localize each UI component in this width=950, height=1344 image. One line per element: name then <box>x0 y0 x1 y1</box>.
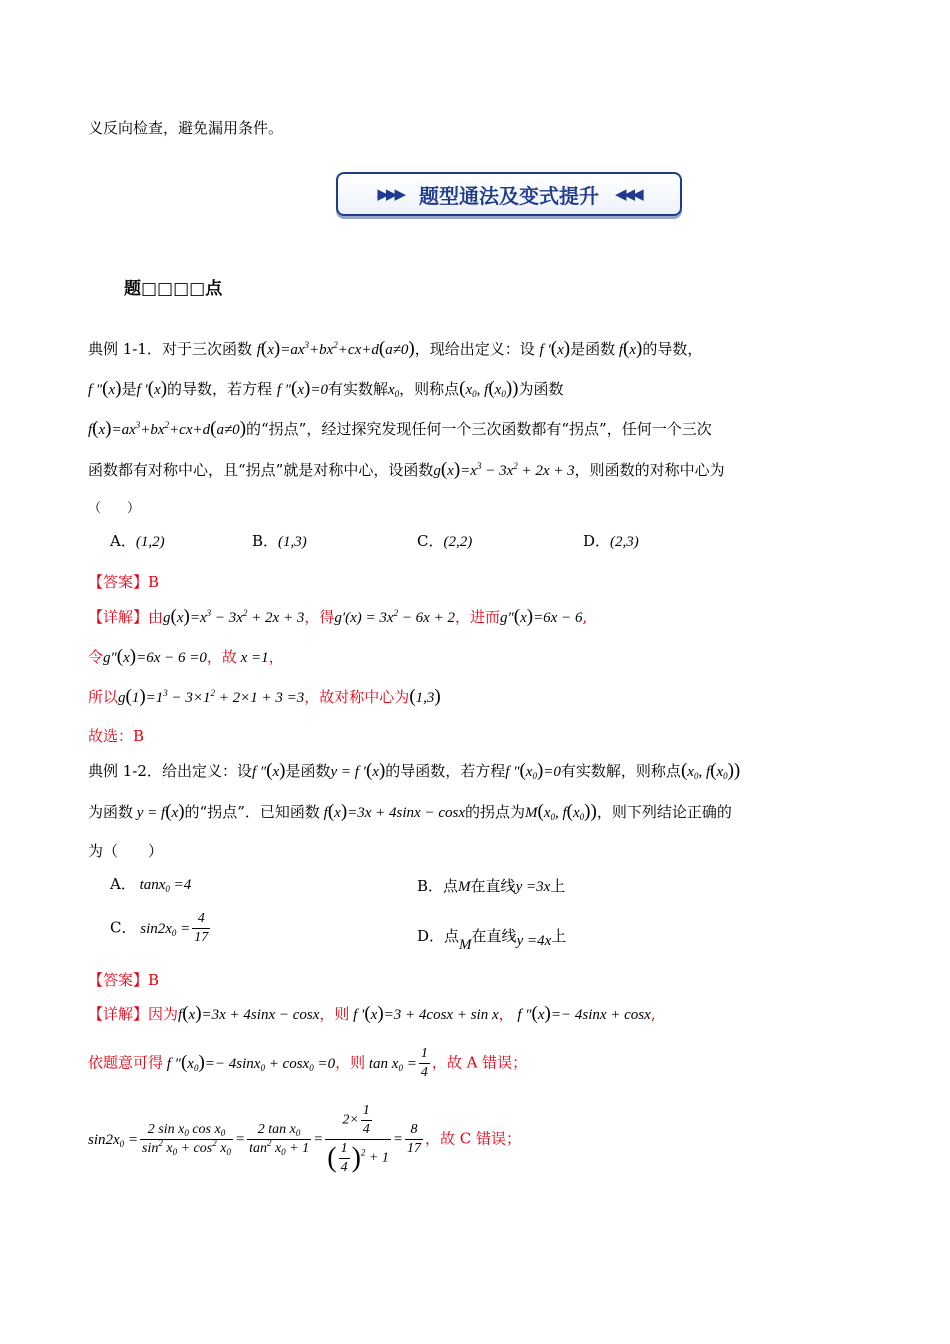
math-e2-M: $M(x_0$, $f(x_0)$) <box>525 801 597 822</box>
banner-title: 题型通法及变式提升 <box>419 183 599 208</box>
ex1-t4: 的导数， <box>642 340 703 358</box>
math-e2-frac2: $\frac{2 \tan x_0}{\tan^2 x_0 + 1}$ <box>249 1122 310 1157</box>
ex1-d3: ，进而 <box>454 608 500 626</box>
ex2-option-c: C． $\sin 2x_0$ = $\frac{4}{17}$ <box>110 911 209 945</box>
ex1-paren: （ ） <box>88 501 141 516</box>
ex1-d5: ，故 <box>206 648 237 666</box>
math-gp: $g'(x) = 3x^2 - 6x + 2$ <box>334 608 455 626</box>
ex1-t9: 为函数 <box>518 380 564 398</box>
ex1-detail-1: 【详解】由$g(x)=x^3 - 3x^2 + 2x + 3$，得$g'(x) = 3x^2 - 6x + 2$，进而g″(x)=6x − 6, <box>88 606 588 627</box>
math-g1: $g(1)=1^3 - 3\times 1^2 + 2\times 1 + 3 =3$ <box>118 686 305 707</box>
math-gpp-zero: g″(x)=6x − 6 =0 <box>103 646 207 667</box>
math-fpp-eq: f ″(x)=0 <box>276 378 328 399</box>
math-point: ($x_0$, $f(x_0)$) <box>459 378 519 399</box>
ex2-line3: 为（ ） <box>88 842 164 860</box>
math-fprime2: f ′(x) <box>136 378 168 399</box>
math-e2-frac1: $\frac{2 \sin x_0 \cos x_0}{\sin^2 x_0 + \cos^2 x_0}$ <box>142 1122 231 1157</box>
ex1-line2 <box>88 378 564 400</box>
section-title: 题□□□□点 <box>124 279 223 299</box>
ex1-detail-3 <box>88 686 441 708</box>
math-e2-tan: $\tan x_0$ = <box>365 1055 417 1073</box>
ex1-d1: 由 <box>148 608 164 626</box>
math-e2-quarter: $\frac{1}{4}$ <box>420 1046 428 1080</box>
ex2-d5: ，则 <box>335 1053 366 1072</box>
ex1-option-c: C．(2,2) <box>417 532 473 550</box>
ex2-label: 典例 1-2． <box>88 762 162 780</box>
ex1-t12: ，则函数的对称中心为 <box>574 461 725 479</box>
right-arrows-icon: ▶▶▶ <box>377 185 403 203</box>
ex1-line3 <box>88 418 712 440</box>
ex1-choose: 故选：B <box>88 727 145 745</box>
ex2-t1: 给出定义：设 <box>161 762 252 780</box>
math-e2-fdef: f(x)=3x + 4sinx − cosx <box>319 801 465 822</box>
ex1-t10: 的“拐点”，经过探究发现任何一个三次函数都有“拐点”，任何一个三次 <box>246 420 712 438</box>
ex2-option-d: D．点M在直线y =4x上 <box>417 927 567 953</box>
ex2-line1 <box>88 760 740 782</box>
math-e2-fp: f ′(x)=3 + 4cosx + sin x <box>349 1003 499 1024</box>
ex2-d4: 依题意可得 <box>88 1053 164 1072</box>
section-banner <box>336 172 682 216</box>
math-e2-fpp: f ″(x) <box>251 760 286 781</box>
math-center: (1,3) <box>409 686 441 707</box>
ex2-t6: 的“拐点”．已知函数 <box>184 803 320 821</box>
ex2-d3: ， <box>498 1005 514 1023</box>
ex2-t7: 的拐点为 <box>464 803 525 821</box>
math-f-def2: $f(x)=ax^3+bx^2+cx+d(a\ne 0)$ <box>88 418 247 439</box>
ex2-detail-label: 【详解】 <box>88 1005 149 1023</box>
ex1-detail-2: 令g″(x)=6x − 6 =0，故 x =1， <box>88 646 284 667</box>
ex2-t2: 是函数 <box>285 762 331 780</box>
math-x0: $x_0$ <box>387 382 400 399</box>
ex2-d2: ，则 <box>319 1005 350 1023</box>
math-gpp: g″(x)=6x − 6 <box>499 606 583 627</box>
ex1-d2: ，得 <box>304 608 335 626</box>
ex1-label: 典例 1-1． <box>88 340 162 358</box>
math-e2-f: f(x)=3x + 4sinx − cosx <box>178 1003 320 1024</box>
ex1-line1 <box>88 338 702 360</box>
ex1-t1: 对于三次函数 <box>161 340 252 358</box>
ex2-d1: 因为 <box>148 1005 179 1023</box>
ex1-option-d: D．(2,3) <box>583 532 639 550</box>
math-e2-sin2x: $\sin 2x_0$ = <box>88 1131 139 1149</box>
math-f-def: $f(x)=ax^3+bx^2+cx+d(a\ne 0)$ <box>256 338 415 359</box>
math-fpp: f ″(x) <box>88 378 122 399</box>
math-e2-y: y = f ′(x) <box>330 760 386 781</box>
ex2-d6: ，故 A 错误； <box>431 1053 528 1072</box>
ex1-d7: ，故对称中心为 <box>304 688 410 706</box>
ex2-detail-1: 【详解】因为f(x)=3x + 4sinx − cosx，则 f ′(x)=3 + 4cosx + sin x， f ″(x)=− 4sinx + cosx, <box>88 1003 656 1024</box>
ex1-t11: 函数都有对称中心，且“拐点”就是对称中心，设函数 <box>88 461 434 479</box>
math-e2-eq: f $''(x_0)=0$ <box>505 760 561 781</box>
ex1-t3: 是函数 <box>570 340 616 358</box>
ex1-line4 <box>88 459 725 481</box>
ex2-t3: 的导函数，若方程 <box>385 762 506 780</box>
ex2-option-a: A． tanx$_0$ =4 <box>110 875 192 894</box>
ex2-d7: ，故 C 错误； <box>424 1129 521 1148</box>
ex1-t8: ，则称点 <box>399 380 460 398</box>
ex1-option-b: B．(1,3) <box>252 532 307 550</box>
ex1-d4: 令 <box>88 648 104 666</box>
ex2-detail-2 <box>88 1045 527 1082</box>
ex1-t6: 的导数，若方程 <box>167 380 273 398</box>
ex1-t2: ，现给出定义：设 <box>414 340 535 358</box>
ex2-t8: ，则下列结论正确的 <box>596 803 732 821</box>
math-e2-fpp2: f ″(x)=− 4sinx + cosx <box>513 1003 651 1024</box>
math-fx: f(x) <box>615 338 643 359</box>
math-e2-pt: ($x_0$, $f(x_0)$) <box>680 760 741 781</box>
ex2-option-b: B．点M在直线y =3x上 <box>417 877 566 895</box>
math-x1: x =1 <box>236 650 269 666</box>
math-g-def: $g(x)=x^3 - 3x^2 + 2x + 3$ <box>433 459 575 480</box>
ex1-d6: 所以 <box>88 688 119 706</box>
math-g: $g(x)=x^3 - 3x^2 + 2x + 3$ <box>163 606 305 627</box>
math-e2-frac3: 2× $\frac{1}{4}$ ( $\frac{1}{4}$ )$^2$ + 1 <box>327 1103 389 1175</box>
ex2-line2 <box>88 801 732 823</box>
math-e2-frac4: $\frac{8}{17}$ <box>406 1122 421 1156</box>
ex1-t5: 是 <box>121 380 137 398</box>
ex2-answer: 【答案】B <box>88 971 160 989</box>
intro-text: 义反向检查，避免漏用条件。 <box>88 119 284 137</box>
left-arrows-icon: ◀◀◀ <box>615 185 641 203</box>
ex1-t7: 有实数解 <box>327 380 388 398</box>
ex1-answer: 【答案】B <box>88 573 160 591</box>
ex2-detail-3: $\sin 2x_0$ = $\frac{2 \sin x_0 \cos x_0}{\sin^2 x_0 + \cos^2 x_0}$ = $\frac{2 \tan x_0}{\tan^2 x_0 + 1}$ = 2× $\frac{1}{4}$ ( $\frac{1}{4}$ )$^2$ + 1 = $\frac{8}{17}$ ，故 C 错误； <box>88 1103 521 1175</box>
ex1-option-a: A．(1,2) <box>110 532 165 550</box>
math-fprime: f ′(x) <box>539 338 571 359</box>
ex2-t5: 为函数 <box>88 803 134 821</box>
ex2-t4: 有实数解，则称点 <box>560 762 681 780</box>
math-e2-fpp0: f $''(x_0)=- 4\sin x_0 + \cos x_0 =0$ <box>163 1051 336 1073</box>
math-e2-yf: y = f(x) <box>133 801 185 822</box>
ex1-detail-label: 【详解】 <box>88 608 149 626</box>
